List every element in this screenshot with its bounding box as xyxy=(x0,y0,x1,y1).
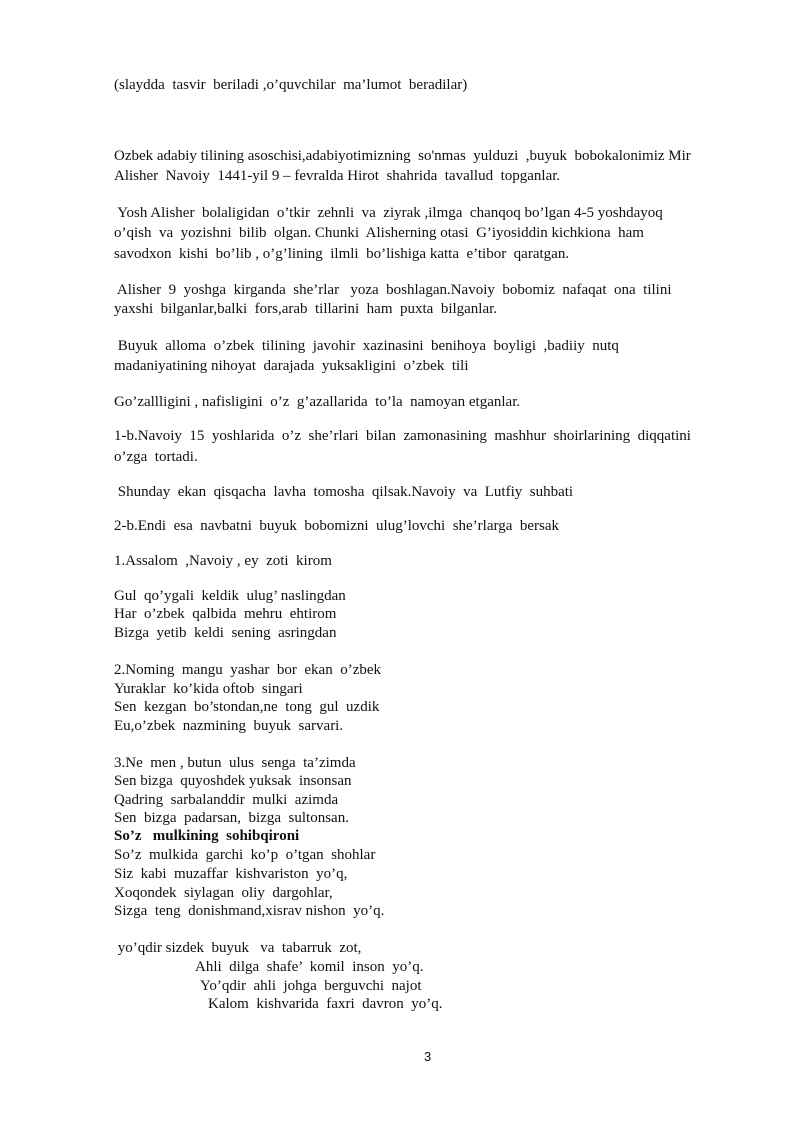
paragraph-line: o’qish va yozishni bilib olgan. Chunki Alisherning otasi G’iyosiddin kichkiona ham xyxy=(114,225,644,241)
paragraph-line: Shunday ekan qisqacha lavha tomosha qilsak.Navoiy va Lutfiy suhbati xyxy=(114,484,574,500)
paragraph-line: 2-b.Endi esa navbatni buyuk bobomizni ulug’lovchi she’rlarga bersak xyxy=(114,518,560,534)
poem-line: Sen bizga quyoshdek yuksak insonsan xyxy=(114,773,352,789)
poem-line: Har o’zbek qalbida mehru ehtirom xyxy=(114,606,337,622)
poem-line: Sen kezgan bo’stondan,ne tong gul uzdik xyxy=(114,699,380,715)
poem-line: Sizga teng donishmand,xisrav nishon yo’q. xyxy=(114,903,385,919)
paragraph-line: yaxshi bilganlar,balki fors,arab tillarini ham puxta bilganlar. xyxy=(114,301,498,317)
poem-line: So’z mulkida garchi ko’p o’tgan shohlar xyxy=(114,847,376,863)
paragraph-line: 1-b.Navoiy 15 yoshlarida o’z she’rlari bilan zamonasining mashhur shoirlarining diqqatini xyxy=(114,428,691,444)
paragraph-line: Buyuk alloma o’zbek tilining javohir xazinasini benihoya boyligi ,badiiy nutq xyxy=(114,338,619,354)
paragraph-line: o’zga tortadi. xyxy=(114,449,198,465)
poem-line: Bizga yetib keldi sening asringdan xyxy=(114,625,337,641)
poem-line: Siz kabi muzaffar kishvariston yo’q, xyxy=(114,866,348,882)
paragraph-line: Go’zallligini , nafisligini o’z g’azallarida to’la namoyan etganlar. xyxy=(114,394,521,410)
page-number: 3 xyxy=(424,1049,432,1064)
poem-line: Eu,o’zbek nazmining buyuk sarvari. xyxy=(114,718,344,734)
paragraph-line: madaniyatining nihoyat darajada yuksakligini o’zbek tili xyxy=(114,358,469,374)
poem-line: 2.Noming mangu yashar bor ekan o’zbek xyxy=(114,662,382,678)
poem-line: Yo’qdir ahli johga berguvchi najot xyxy=(200,978,422,994)
poem-line: Sen bizga padarsan, bizga sultonsan. xyxy=(114,810,349,826)
poem-line: yo’qdir sizdek buyuk va tabarruk zot, xyxy=(114,940,362,956)
poem-line: Qadring sarbalanddir mulki azimda xyxy=(114,792,339,808)
paragraph-line: Alisher 9 yoshga kirganda she’rlar yoza boshlagan.Navoiy bobomiz nafaqat ona tilini xyxy=(114,282,672,298)
intro-note: (slaydda tasvir beriladi ,o’quvchilar ma’lumot beradilar) xyxy=(114,77,468,93)
paragraph-line: savodxon kishi bo’lib , o’g’lining ilmli bo’lishiga katta e’tibor qaratgan. xyxy=(114,246,570,262)
poem-line: Xoqondek siylagan oliy dargohlar, xyxy=(114,885,333,901)
paragraph-line: Yosh Alisher bolaligidan o’tkir zehnli va ziyrak ,ilmga chanqoq bo’lgan 4-5 yoshdayoq xyxy=(114,205,663,221)
poem-line: Ahli dilga shafe’ komil inson yo’q. xyxy=(195,959,424,975)
paragraph-line: Ozbek adabiy tilining asoschisi,adabiyotimizning so'nmas yulduzi ,buyuk bobokalonimiz Mir xyxy=(114,148,691,164)
paragraph-line: Alisher Navoiy 1441-yil 9 – fevralda Hirot shahrida tavallud topganlar. xyxy=(114,168,561,184)
poem-title: 1.Assalom ,Navoiy , ey zoti kirom xyxy=(114,553,332,569)
poem-line: 3.Ne men , butun ulus senga ta’zimda xyxy=(114,755,356,771)
poem-line: Gul qo’ygali keldik ulug’ naslingdan xyxy=(114,588,346,604)
bold-heading: So’z mulkining sohibqironi xyxy=(114,828,300,844)
poem-line: Yuraklar ko’kida oftob singari xyxy=(114,681,303,697)
poem-line: Kalom kishvarida faxri davron yo’q. xyxy=(208,996,443,1012)
